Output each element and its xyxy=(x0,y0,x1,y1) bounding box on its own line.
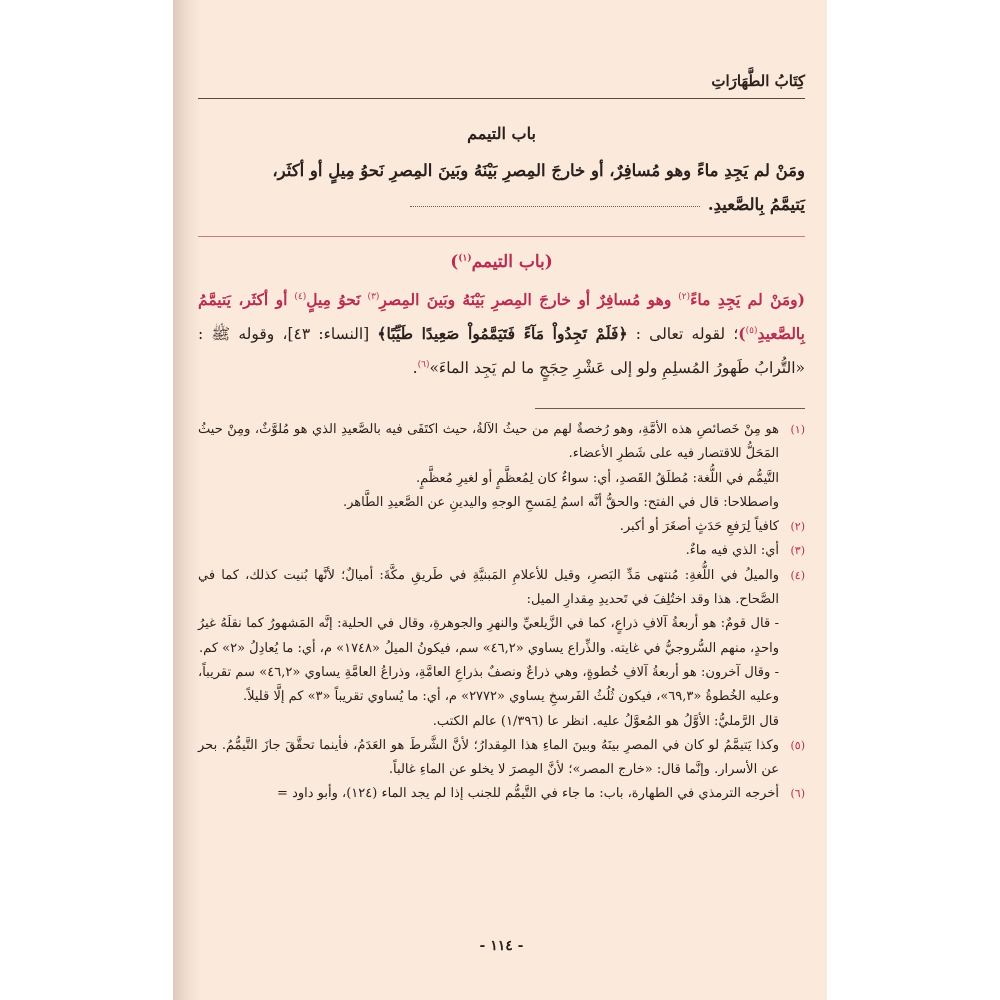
footnote-number: (٥) xyxy=(790,738,805,752)
matn-line-2 xyxy=(198,188,805,222)
footnote-ref-2[interactable]: (٢) xyxy=(678,292,691,302)
footnote-divider xyxy=(535,408,805,409)
matn-chapter-title: باب التيمم xyxy=(467,124,536,143)
footnote-4 xyxy=(198,564,805,613)
sharh-title-text: (باب التيمم xyxy=(471,252,553,272)
sharh-chapter-title xyxy=(198,252,805,272)
footnote-5 xyxy=(198,734,805,783)
footnote-text: والميلُ في اللُّغةِ: مُنتهى مَدِّ البَصرِ، وقيل للأعلامِ المَبنيَّةِ في طَريقِ مكَّةَ: أميالٌ؛ لأنَّها بُنيت كذلك، كما في الصَّحاح. هذا وقد اختُلِفَ في تَحديدِ مِقدارِ الميل: xyxy=(198,567,779,608)
footnote-ref-6[interactable]: (٦) xyxy=(417,360,430,371)
footnote-ref-4[interactable]: (٤) xyxy=(294,292,307,302)
footnotes xyxy=(198,418,805,807)
matn-text xyxy=(198,154,805,222)
footnote-number: (٦) xyxy=(790,787,805,801)
book-page xyxy=(173,0,827,1000)
footnote-ref-1[interactable]: (١) xyxy=(458,253,472,264)
footnote-text: كافياً لِرَفعِ حَدَثٍ أصغَرَ أو أكبر. xyxy=(619,519,779,535)
matn-quote-1: (ومَنْ لم يَجِدِ ماءً xyxy=(690,290,805,310)
sharh-title-close: ) xyxy=(450,252,459,272)
footnote-6 xyxy=(198,782,805,806)
footnote-3 xyxy=(198,539,805,563)
footnote-text: وكذا يَتيمَّمُ لو كان في المصرِ بينَهُ وبينَ الماءِ هذا المِقدارُ؛ لأنَّ الشَّرطَ هو العَدَمُ، فأينما تحقَّقَ جازَ التَّيمُّمُ. بحر عن الأسرار. وإنَّما قال: «خارج المصر»؛ لأنَّ المِصرَ لا يخلو عن الماءِ غالباً. xyxy=(198,737,779,778)
footnote-2 xyxy=(198,515,805,539)
matn-quote-close: ) xyxy=(738,324,746,344)
footnote-number: (٢) xyxy=(790,520,805,534)
sharh-intro: ؛ لقوله تعالى : xyxy=(635,325,739,344)
footnote-number: (٤) xyxy=(790,568,805,582)
matn-divider xyxy=(198,236,805,237)
footnote-text: هو مِنْ خَصائصِ هذه الأمَّةِ، وهو رُخصةٌ لهم من حيثُ الآلةُ، حيث اكتَفَى فيه بالصَّعيدِ الذي هو مُلوَّثٌ، ومِنْ حيثُ المَحَلُّ للاقتصار فيه على شَطرِ الأعضاء. xyxy=(198,422,779,462)
footnote-4-cont-3: قال الرَّمليُّ: الأوَّلُ هو المُعوَّلُ عليه. انظر عا (١/٣٩٦) عالم الكتب. xyxy=(432,713,779,729)
footnote-text: أي: الذي فيه ماءٌ. xyxy=(685,543,779,559)
dotted-leader xyxy=(410,205,700,207)
page-content xyxy=(198,0,805,1000)
sharh-text xyxy=(198,282,805,384)
hadith-citation: [النساء: ٤٣]، وقوله ﷺ : «التُّرابُ طَهورُ المُسلِمِ ولو إلى عَشْرِ حِجَجٍ ما لم يَجِد الماءَ» xyxy=(198,325,805,378)
footnote-4-cont-2: - وقال آخرون: هو أربعةُ آلافِ خُطوةٍ، وهي ذراعٌ ونصفٌ بذراعِ العامَّةِ، وذراعُ العامَّةِ يساوي «٤٦,٢» سم تقريباً، وعليه الخُطوةُ «٦٩,٣»، فيكون ثُلُثُ الفَرسخِ يساوي «٢٧٧٢» م، أي: ما يُساوي تقريباً «٣» كم إلَّا قليلاً. xyxy=(198,664,779,705)
quran-verse: ﴿فَلَمْ تَجِدُواْ مَآءً فَتَيَمَّمُواْ صَعِيدًا طَيِّبًا﴾ xyxy=(377,324,628,344)
footnote-ref-3[interactable]: (٣) xyxy=(367,292,380,302)
footnote-number: (١) xyxy=(790,423,805,436)
matn-line-2-text: يَتيمَّمُ بِالصَّعيدِ. xyxy=(707,195,805,214)
matn-quote-3: نَحوُ مِيلٍ xyxy=(306,290,361,310)
footnote-1 xyxy=(198,418,805,467)
sharh-end: . xyxy=(412,359,418,378)
header-divider xyxy=(198,98,805,99)
footnote-4-cont-1: - قال قومٌ: هو أربعةُ آلافِ ذراعٍ، كما في الزَّيلعيِّ والنهرِ والجوهرةِ، وقال في الحلية: إنَّه المَشهورُ كما نقلَهُ غيرُ واحدٍ، منهم السُّروجيُّ في غايته. والذِّراع يساوي «٤٦,٢» سم، فيكونُ الميلُ «١٧٤٨» م، أي: ما يُعادِلُ «٢» كم. xyxy=(198,616,779,656)
footnote-number: (٣) xyxy=(790,544,805,558)
running-head: كِتَابُ الطَّهَارَاتِ xyxy=(711,72,805,90)
footnote-1-cont-1: التَّيمُّم في اللُّغة: مُطلَقُ القَصدِ، أي: سواءٌ كان لِمُعظَّمٍ أو لغيرِ مُعظَّمٍ. xyxy=(416,470,779,486)
matn-quote-2: وهو مُسافِرٌ أو خارجَ المِصرِ بَيْنَهُ وبَينَ المِصرِ xyxy=(379,290,672,310)
footnote-1-cont-2: واصطلاحا: قال في الفتح: والحقُّ أنَّه اسمٌ لِمَسحِ الوجهِ واليدينِ عن الصَّعيدِ الطَّاهر. xyxy=(342,494,779,510)
footnote-ref-5[interactable]: (٥) xyxy=(745,326,758,337)
matn-quote-4: أو أكثَر، يَتيمَّمُ بِالصَّعيدِ xyxy=(198,290,805,344)
matn-line-1: ومَنْ لم يَجِدِ ماءً وهو مُسافِرٌ، أو خارجَ المِصرِ بَيْنَهُ وبَينَ المِصرِ نَحوُ مِيلٍ أو أكثَر، xyxy=(272,161,805,180)
footnote-text: أخرجه الترمذي في الطهارة، باب: ما جاء في التَّيمُّم للجنب إذا لم يجد الماء (١٢٤)، وأبو داود = xyxy=(277,786,779,802)
page-number: - ١١٤ - xyxy=(479,938,524,954)
